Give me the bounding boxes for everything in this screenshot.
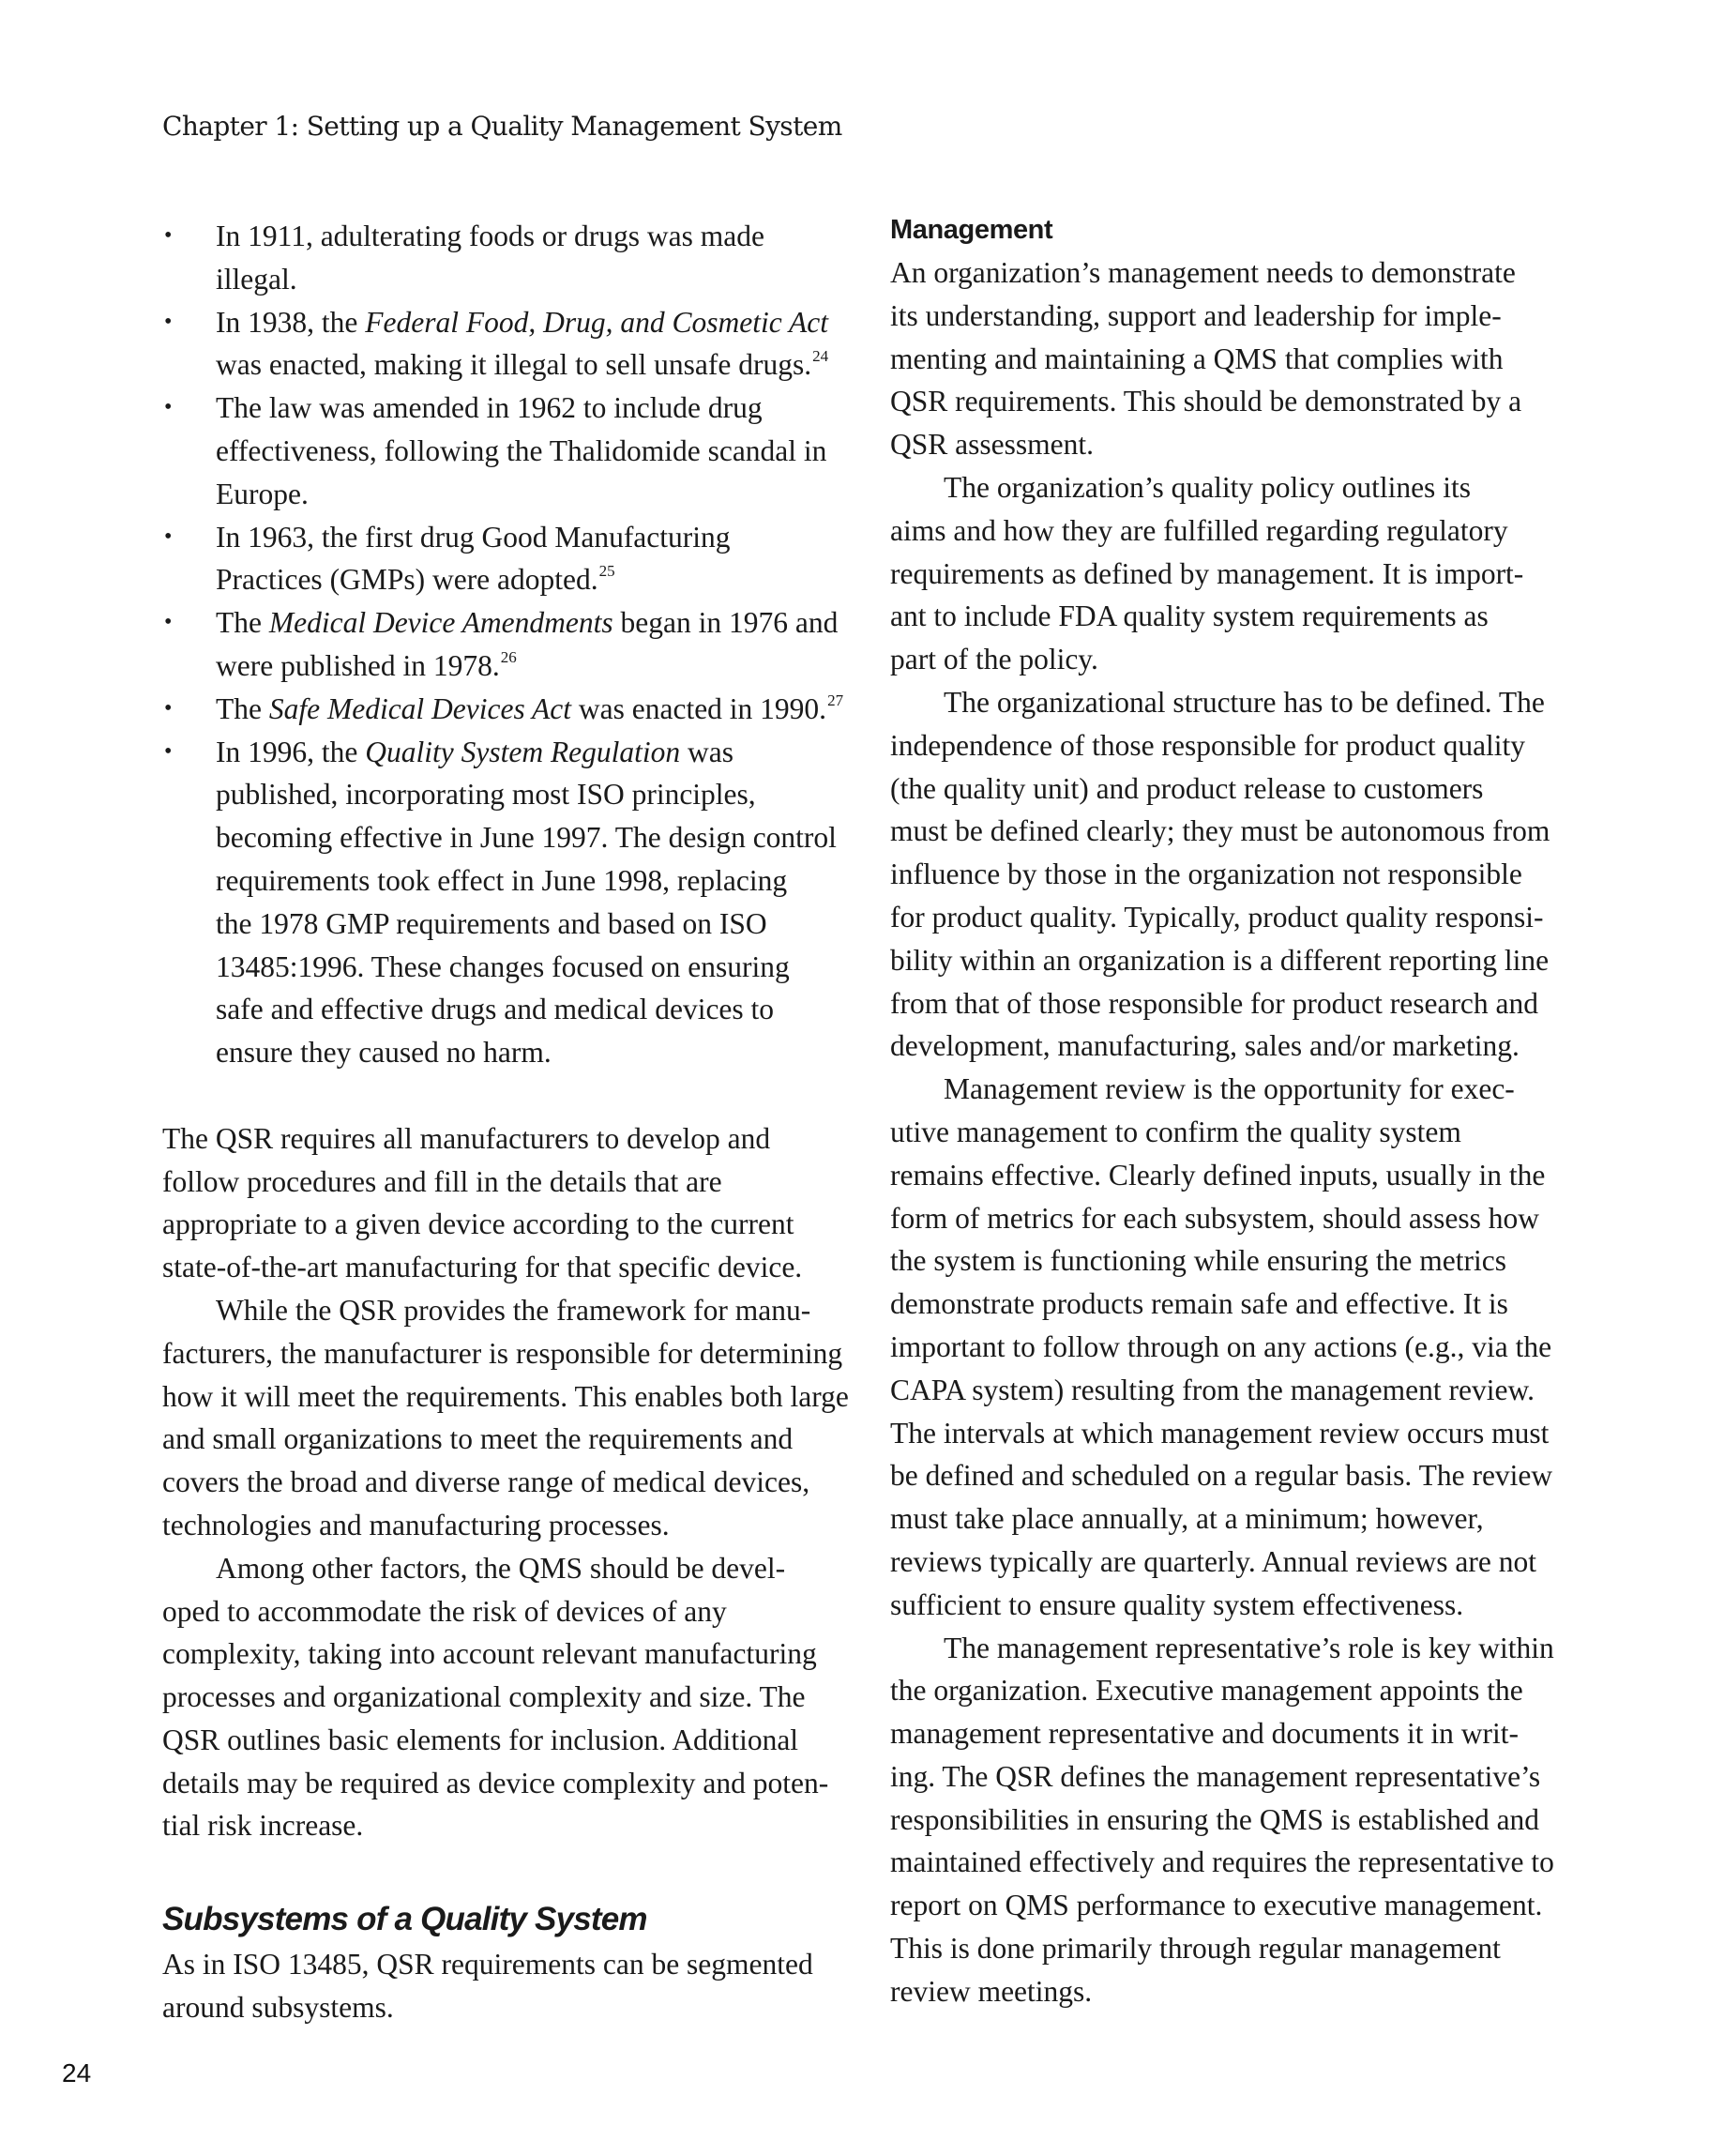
text-line: ing. The QSR defines the management representative’s bbox=[890, 1759, 1541, 1793]
italic-title: Quality System Regulation bbox=[365, 735, 681, 768]
text-line: processes and organizational complexity and size. The bbox=[162, 1680, 806, 1714]
text-line: technologies and manufacturing processes. bbox=[162, 1508, 670, 1541]
text-line: its understanding, support and leadership for imple- bbox=[890, 298, 1502, 332]
text-line: CAPA system) resulting from the management review. bbox=[890, 1373, 1535, 1406]
footnote-ref[interactable]: 27 bbox=[827, 691, 844, 709]
footnote-ref[interactable]: 26 bbox=[500, 647, 517, 666]
text-line: complexity, taking into account relevant manufacturing bbox=[162, 1637, 817, 1671]
list-item bbox=[162, 301, 847, 387]
text-line: published, incorporating most ISO principles, bbox=[216, 778, 756, 812]
text-line: be defined and scheduled on a regular basis. The review bbox=[890, 1459, 1553, 1493]
text-line: responsibilities in ensuring the QMS is established and bbox=[890, 1802, 1540, 1836]
text-line: 13485:1996. These changes focused on ensuring bbox=[216, 949, 790, 983]
text-line: important to follow through on any actions (e.g., via the bbox=[890, 1329, 1552, 1363]
text-line: Europe. bbox=[216, 477, 309, 510]
text-line: While the QSR provides the framework for manu- bbox=[216, 1293, 811, 1327]
paragraph bbox=[162, 1943, 847, 2029]
text-line: requirements as defined by management. It is import- bbox=[890, 556, 1524, 590]
history-bullet-list bbox=[162, 215, 847, 1074]
text-line: requirements took effect in June 1998, replacing bbox=[216, 863, 788, 897]
paragraph bbox=[890, 1627, 1575, 2013]
text-line: menting and maintaining a QMS that complies with bbox=[890, 342, 1504, 375]
text-line: The management representative’s role is key within bbox=[944, 1631, 1554, 1664]
running-head: Chapter 1: Setting up a Quality Management System bbox=[162, 111, 842, 142]
text-line: influence by those in the organization not responsible bbox=[890, 858, 1522, 891]
text-line: QSR assessment. bbox=[890, 428, 1095, 462]
text-line: appropriate to a given device according to the current bbox=[162, 1207, 794, 1241]
subsystems-paragraph bbox=[162, 1943, 847, 2029]
paragraph bbox=[890, 1068, 1575, 1626]
text-line: must be defined clearly; they must be autonomous from bbox=[890, 814, 1550, 848]
text-line: state-of-the-art manufacturing for that specific device. bbox=[162, 1251, 803, 1284]
text-line: • The Safe Medical Devices Act was enacted in 1990.27 bbox=[162, 688, 847, 731]
list-item bbox=[162, 688, 847, 731]
text-line: Among other factors, the QMS should be devel- bbox=[216, 1551, 786, 1585]
list-item bbox=[162, 215, 847, 301]
spacer bbox=[162, 1847, 847, 1896]
text-line: management representative and documents it in writ- bbox=[890, 1717, 1520, 1751]
text-line: utive management to confirm the quality system bbox=[890, 1115, 1461, 1148]
text-line: review meetings. bbox=[890, 1974, 1093, 2008]
text-line: remains effective. Clearly defined inputs, usually in the bbox=[890, 1158, 1546, 1192]
paragraph bbox=[890, 251, 1575, 466]
text-line: (the quality unit) and product release to customers bbox=[890, 771, 1484, 805]
italic-title: Medical Device Amendments bbox=[268, 606, 613, 640]
text-line: details may be required as device complexity and poten- bbox=[162, 1766, 829, 1799]
text-line: QSR requirements. This should be demonstrated by a bbox=[890, 385, 1522, 418]
list-item bbox=[162, 601, 847, 688]
text-line: • The law was amended in 1962 to include drug bbox=[162, 387, 847, 430]
text-line: tial risk increase. bbox=[162, 1809, 364, 1843]
text-line: form of metrics for each subsystem, should assess how bbox=[890, 1201, 1540, 1235]
text-line: • In 1911, adulterating foods or drugs was made bbox=[162, 215, 847, 258]
text-line: covers the broad and diverse range of medical devices, bbox=[162, 1465, 810, 1499]
paragraph bbox=[890, 681, 1575, 1068]
footnote-ref[interactable]: 24 bbox=[812, 347, 829, 366]
text-line: development, manufacturing, sales and/or marketing. bbox=[890, 1029, 1520, 1063]
text-line: ant to include FDA quality system requirements as bbox=[890, 600, 1489, 633]
text-line: were published in 1978.26 bbox=[216, 647, 517, 682]
left-column bbox=[162, 215, 847, 2029]
text-line: demonstrate products remain safe and effective. It is bbox=[890, 1287, 1508, 1321]
paragraph bbox=[162, 1547, 847, 1848]
subheading-management: Management bbox=[890, 215, 1053, 245]
italic-title: Safe Medical Devices Act bbox=[268, 691, 572, 725]
text-line: QSR outlines basic elements for inclusion. Additional bbox=[162, 1723, 799, 1756]
paragraph bbox=[162, 1117, 847, 1289]
page-number: 24 bbox=[62, 2058, 92, 2088]
paragraph bbox=[890, 466, 1575, 681]
bullet-icon: • bbox=[164, 695, 173, 721]
text-line: follow procedures and fill in the details that are bbox=[162, 1164, 722, 1198]
text-line: • In 1996, the Quality System Regulation was bbox=[162, 731, 847, 774]
footnote-ref[interactable]: 25 bbox=[598, 562, 615, 581]
body-paragraphs-right bbox=[890, 251, 1575, 2013]
text-line: report on QMS performance to executive management. bbox=[890, 1889, 1543, 1922]
text-line: from that of those responsible for product research and bbox=[890, 986, 1539, 1020]
text-line: The organizational structure has to be defined. The bbox=[944, 685, 1545, 719]
right-column bbox=[890, 208, 1575, 2013]
bullet-icon: • bbox=[164, 395, 173, 420]
bullet-icon: • bbox=[164, 738, 173, 764]
text-line: must take place annually, at a minimum; however, bbox=[890, 1502, 1484, 1536]
text-line: • In 1963, the first drug Good Manufacturing bbox=[162, 516, 847, 559]
text-line: becoming effective in June 1997. The design control bbox=[216, 821, 837, 855]
text-line: sufficient to ensure quality system effectiveness. bbox=[890, 1587, 1464, 1621]
text-line: part of the policy. bbox=[890, 643, 1098, 676]
text-line: • In 1938, the Federal Food, Drug, and Cosmetic Act bbox=[162, 301, 847, 344]
text-line: The organization’s quality policy outlines its bbox=[944, 470, 1471, 504]
bullet-icon: • bbox=[164, 610, 173, 635]
bullet-icon: • bbox=[164, 524, 173, 549]
text-line: bility within an organization is a different reporting line bbox=[890, 943, 1550, 977]
bullet-icon: • bbox=[164, 309, 173, 334]
text-line: facturers, the manufacturer is responsible for determining bbox=[162, 1336, 843, 1370]
text-line: around subsystems. bbox=[162, 1991, 394, 2025]
body-paragraphs-left bbox=[162, 1117, 847, 1848]
text-line: reviews typically are quarterly. Annual reviews are not bbox=[890, 1544, 1536, 1578]
text-line: An organization’s management needs to demonstrate bbox=[890, 256, 1516, 289]
text-line: the system is functioning while ensuring the metrics bbox=[890, 1244, 1507, 1278]
text-line: effectiveness, following the Thalidomide scandal in bbox=[216, 433, 827, 467]
spacer bbox=[162, 1074, 847, 1117]
text-line: how it will meet the requirements. This enables both large bbox=[162, 1379, 849, 1413]
text-line: safe and effective drugs and medical devices to bbox=[216, 993, 775, 1026]
text-line: maintained effectively and requires the representative to bbox=[890, 1845, 1554, 1879]
text-line: for product quality. Typically, product quality responsi- bbox=[890, 900, 1544, 934]
paragraph bbox=[162, 1289, 847, 1547]
list-item bbox=[162, 731, 847, 1074]
text-line: and small organizations to meet the requirements and bbox=[162, 1422, 794, 1456]
text-line: aims and how they are fulfilled regarding regulatory bbox=[890, 513, 1508, 547]
section-heading-subsystems: Subsystems of a Quality System bbox=[162, 1901, 647, 1938]
text-line: independence of those responsible for product quality bbox=[890, 728, 1526, 762]
text-line: the 1978 GMP requirements and based on ISO bbox=[216, 906, 767, 940]
text-line: The intervals at which management review occurs must bbox=[890, 1416, 1550, 1450]
text-line: ensure they caused no harm. bbox=[216, 1036, 552, 1070]
text-line: • The Medical Device Amendments began in 1976 and bbox=[162, 601, 847, 645]
list-item bbox=[162, 387, 847, 515]
text-line: The QSR requires all manufacturers to develop and bbox=[162, 1121, 771, 1155]
italic-title: Federal Food, Drug, and Cosmetic Act bbox=[365, 305, 828, 339]
list-item bbox=[162, 516, 847, 602]
text-line: This is done primarily through regular management bbox=[890, 1932, 1501, 1966]
text-line: As in ISO 13485, QSR requirements can be segmented bbox=[162, 1948, 813, 1981]
text-line: illegal. bbox=[216, 262, 297, 296]
text-line: oped to accommodate the risk of devices of any bbox=[162, 1594, 727, 1628]
text-line: Management review is the opportunity for exec- bbox=[944, 1072, 1515, 1106]
bullet-icon: • bbox=[164, 223, 173, 248]
text-line: the organization. Executive management appoints the bbox=[890, 1674, 1523, 1708]
text-line: was enacted, making it illegal to sell unsafe drugs.$^{24}$ bbox=[216, 347, 829, 382]
text-line: Practices (GMPs) were adopted.$^{25}$ bbox=[216, 562, 615, 597]
